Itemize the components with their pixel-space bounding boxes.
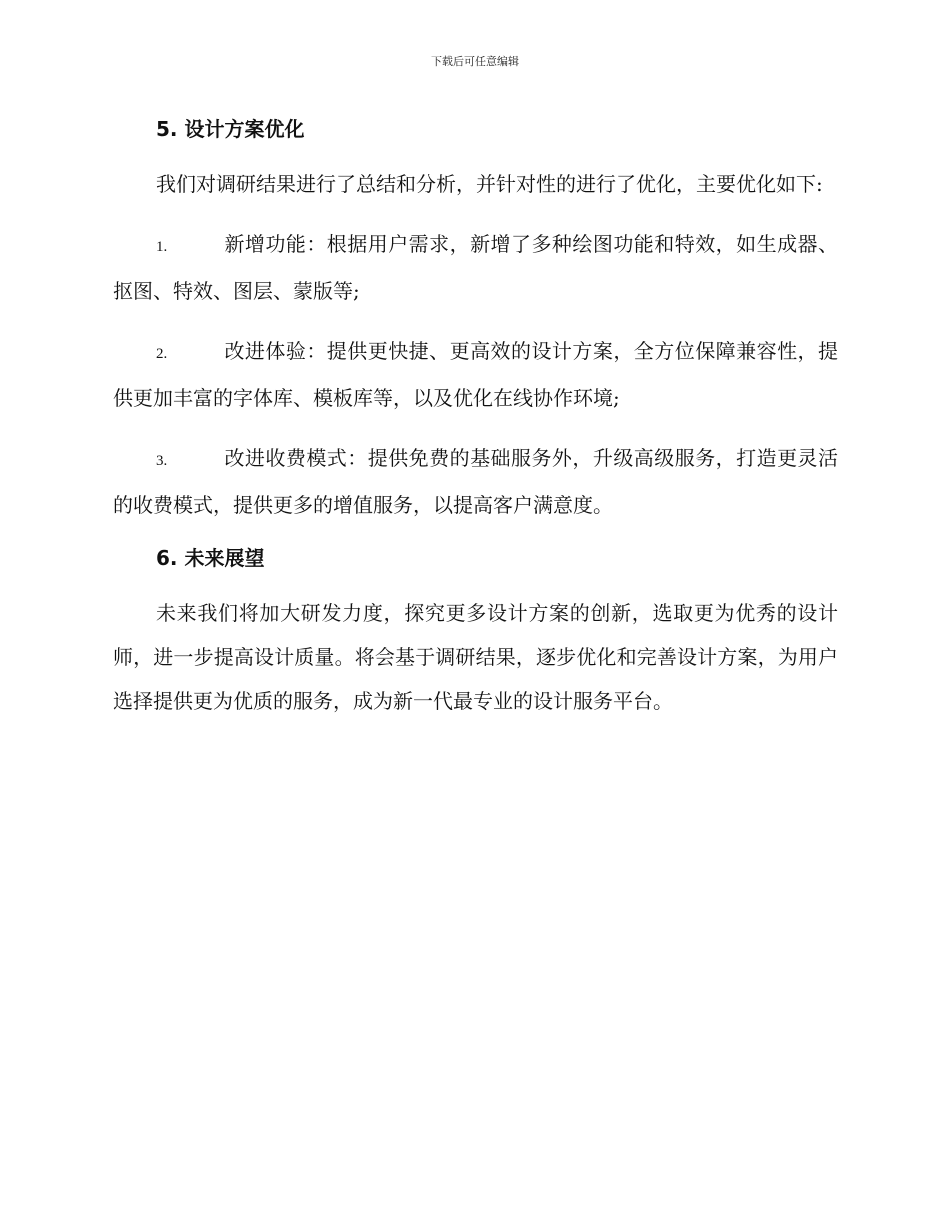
list-number-3: 3.: [156, 453, 168, 469]
list-item-text-3: 改进收费模式：提供免费的基础服务外，升级高级服务，打造更灵活的收费模式，提供更多的增值服务，以提高客户满意度。: [113, 446, 838, 517]
page-header: 下载后可任意编辑: [431, 55, 519, 68]
future-outlook-paragraph: 未来我们将加大研发力度，探究更多设计方案的创新，选取更为优秀的设计师，进一步提高设计质量。将会基于调研结果，逐步优化和完善设计方案，为用户选择提供更为优质的服务，成为新一代最专业的设计服务平台。: [113, 601, 838, 713]
document-body: [113, 112, 838, 723]
list-number-1: 1.: [156, 239, 168, 255]
list-item-3: [113, 436, 838, 527]
list-item-text-1: 新增功能：根据用户需求，新增了多种绘图功能和特效，如生成器、抠图、特效、图层、蒙版等;: [113, 232, 838, 303]
list-number-2: 2.: [156, 346, 168, 362]
section-heading-design-optimization: 5. 设计方案优化: [156, 117, 305, 141]
list-item-2: [113, 329, 838, 420]
section-heading-future-outlook: 6. 未来展望: [156, 546, 265, 570]
list-item-1: [113, 222, 838, 313]
section-intro-paragraph: 我们对调研结果进行了总结和分析，并针对性的进行了优化，主要优化如下:: [156, 172, 823, 196]
list-item-text-2: 改进体验：提供更快捷、更高效的设计方案，全方位保障兼容性，提供更加丰富的字体库、模板库等，以及优化在线协作环境;: [113, 339, 838, 410]
